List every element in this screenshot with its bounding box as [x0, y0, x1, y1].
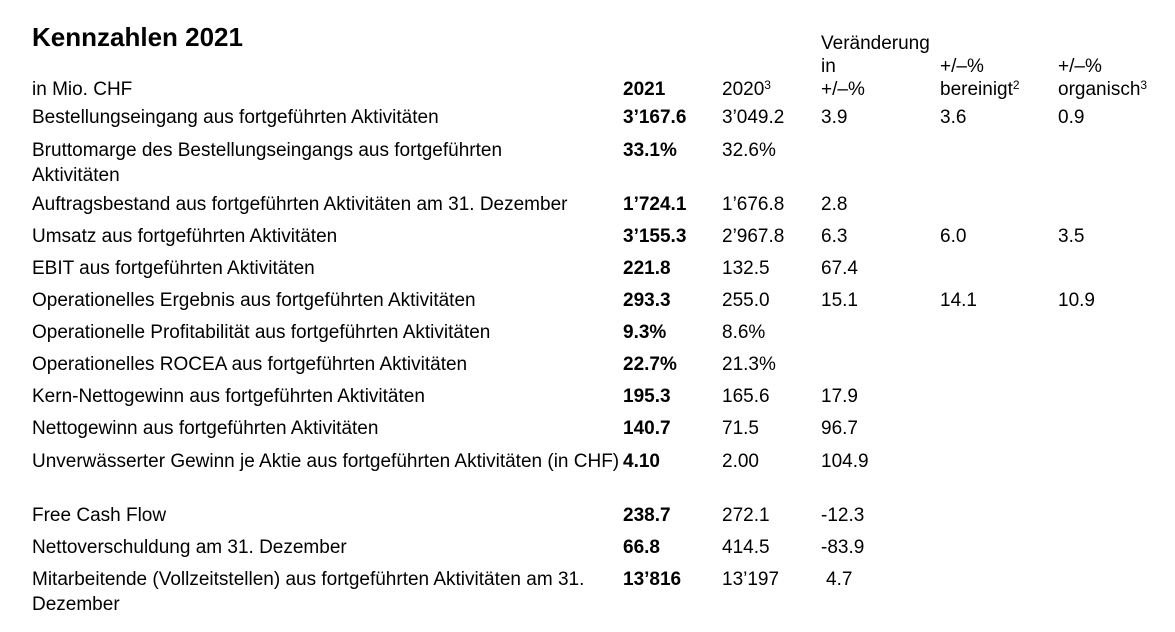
row-label-eps: Unverwässerter Gewinn je Aktie aus fortgeführten Aktivitäten (in CHF) — [32, 451, 620, 472]
row-label-operational-ebita: Operationelles Ergebnis aus fortgeführten Aktivitäten — [32, 290, 476, 311]
value-2020: 2’967.8 — [722, 226, 785, 247]
row-label-gross-margin: Bruttomarge des Bestellungseingangs aus fortgeführten Aktivitäten — [32, 140, 503, 186]
value-2021: 238.7 — [623, 505, 671, 526]
value-change-organic: 3.5 — [1058, 226, 1085, 247]
footnote-3-marker: 3 — [764, 78, 771, 92]
value-2020: 132.5 — [722, 258, 770, 279]
value-2021: 195.3 — [623, 386, 671, 407]
row-label-operational-profitability: Operationelle Profitabilität aus fortgeführten Aktivitäten — [32, 322, 491, 343]
col-header-2021: 2021 — [623, 79, 666, 100]
col-header-2020: 2020$^3$ — [722, 78, 771, 100]
col-header-organic-line2: organisch$^3$ — [1058, 78, 1148, 100]
value-change-pct: 67.4 — [821, 258, 858, 279]
col-header-adjusted-line2: bereinigt$^2$ — [940, 78, 1020, 100]
value-change-pct: 17.9 — [821, 386, 858, 407]
value-2021: 4.10 — [623, 451, 660, 472]
row-label-order-intake: Bestellungseingang aus fortgeführten Aktivitäten — [32, 107, 439, 128]
value-change-pct: 15.1 — [821, 290, 858, 311]
row-label-ebit: EBIT aus fortgeführten Aktivitäten — [32, 258, 315, 279]
value-2020: 414.5 — [722, 537, 770, 558]
value-2020: 255.0 — [722, 290, 770, 311]
value-change-adjusted: 6.0 — [940, 226, 967, 247]
value-2020: 13’197 — [722, 569, 780, 590]
footnote-3-marker: 3 — [1140, 78, 1148, 92]
value-change-organic: 10.9 — [1058, 290, 1095, 311]
col-header-pct-line2: +/–% — [821, 79, 865, 100]
value-change-adjusted: 3.6 — [940, 107, 967, 128]
value-2021: 140.7 — [623, 418, 671, 439]
value-2021: 13’816 — [623, 569, 682, 590]
value-2020: 272.1 — [722, 505, 770, 526]
col-header-adjusted-line1: +/–% — [940, 56, 984, 77]
row-label-core-net-income: Kern-Nettogewinn aus fortgeführten Aktivitäten — [32, 386, 425, 407]
value-change-pct: 104.9 — [821, 451, 869, 472]
value-change-pct: 4.7 — [826, 569, 853, 590]
value-change-pct: -12.3 — [821, 505, 865, 526]
row-label-employees: Mitarbeitende (Vollzeitstellen) aus fortgeführten Aktivitäten am 31. Dezember — [32, 569, 585, 615]
value-2021: 3’167.6 — [623, 107, 687, 128]
col-header-pct-line1: in — [821, 56, 836, 77]
value-2021: 9.3% — [623, 322, 667, 343]
value-change-pct: -83.9 — [821, 537, 865, 558]
unit-label: in Mio. CHF — [32, 79, 133, 100]
value-2020: 71.5 — [722, 418, 759, 439]
value-change-pct: 6.3 — [821, 226, 848, 247]
value-2021: 3’155.3 — [623, 226, 687, 247]
value-2021: 293.3 — [623, 290, 671, 311]
row-label-net-income: Nettogewinn aus fortgeführten Aktivitäten — [32, 418, 379, 439]
value-2021: 221.8 — [623, 258, 671, 279]
page-title: Kennzahlen 2021 — [32, 22, 243, 52]
value-2021: 66.8 — [623, 537, 660, 558]
value-change-pct: 3.9 — [821, 107, 848, 128]
row-label-operational-rocea: Operationelles ROCEA aus fortgeführten Aktivitäten — [32, 354, 468, 375]
footnote-2-marker: 2 — [1012, 78, 1020, 92]
value-change-organic: 0.9 — [1058, 107, 1085, 128]
row-label-revenue: Umsatz aus fortgeführten Aktivitäten — [32, 226, 338, 247]
value-change-pct: 2.8 — [821, 194, 848, 215]
value-2020: 8.6% — [722, 322, 766, 343]
value-2020: 2.00 — [722, 451, 759, 472]
row-label-order-backlog: Auftragsbestand aus fortgeführten Aktivitäten am 31. Dezember — [32, 194, 568, 215]
row-label-free-cash-flow: Free Cash Flow — [32, 505, 167, 526]
value-2020: 1’676.8 — [722, 194, 785, 215]
value-change-pct: 96.7 — [821, 418, 858, 439]
row-label-net-debt: Nettoverschuldung am 31. Dezember — [32, 537, 347, 558]
value-2020: 21.3% — [722, 354, 776, 375]
value-2021: 1’724.1 — [623, 194, 687, 215]
change-group-header: Veränderung — [821, 33, 930, 54]
value-2021: 22.7% — [623, 354, 677, 375]
value-2021: 33.1% — [623, 140, 677, 161]
value-2020: 3’049.2 — [722, 107, 785, 128]
value-2020: 165.6 — [722, 386, 770, 407]
value-2020: 32.6% — [722, 140, 776, 161]
value-change-adjusted: 14.1 — [940, 290, 977, 311]
col-header-organic-line1: +/–% — [1058, 56, 1102, 77]
